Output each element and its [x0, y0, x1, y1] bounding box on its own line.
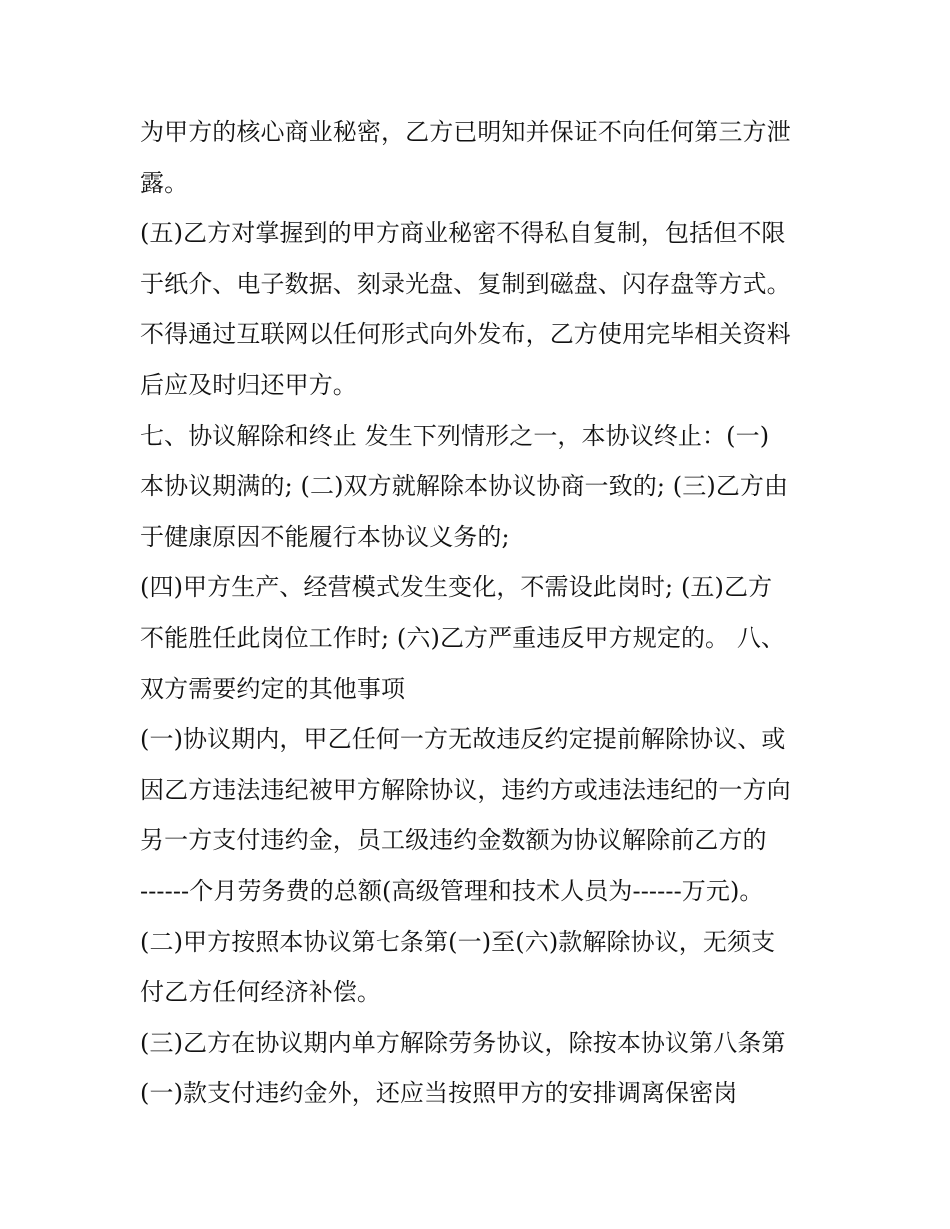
text-line: 七、协议解除和终止 发生下列情形之一，本协议终止：(一)	[140, 421, 770, 450]
text-line: (五)乙方对掌握到的甲方商业秘密不得私自复制，包括但不限	[140, 219, 786, 248]
document-body	[140, 107, 830, 1119]
text-line: 不得通过互联网以任何形式向外发布，乙方使用完毕相关资料	[140, 320, 791, 349]
text-line: 于纸介、电子数据、刻录光盘、复制到磁盘、闪存盘等方式。	[140, 269, 791, 298]
text-line: (二)甲方按照本协议第七条第(一)至(六)款解除协议，无须支	[140, 927, 776, 956]
text-line: 为甲方的核心商业秘密，乙方已明知并保证不向任何第三方泄	[140, 118, 791, 146]
text-line: 露。	[140, 168, 189, 197]
text-line: 于健康原因不能履行本协议义务的;	[140, 522, 510, 551]
text-line: 另一方支付违约金，员工级违约金数额为协议解除前乙方的	[140, 826, 767, 855]
text-line: 不能胜任此岗位工作时; (六)乙方严重违反甲方规定的。 八、	[140, 623, 786, 652]
text-line: ------个月劳务费的总额(高级管理和技术人员为------万元)。	[140, 876, 764, 905]
text-line: 后应及时归还甲方。	[140, 370, 357, 399]
text-line: (一)协议期内，甲乙任何一方无故违反约定提前解除协议、或	[140, 725, 786, 754]
text-line: (三)乙方在协议期内单方解除劳务协议，除按本协议第八条第	[140, 1028, 786, 1057]
text-line: (一)款支付违约金外，还应当按照甲方的安排调离保密岗	[140, 1079, 738, 1108]
text-line: 双方需要约定的其他事项	[140, 674, 406, 703]
text-line: (四)甲方生产、经营模式发生变化，不需设此岗时; (五)乙方	[140, 573, 773, 602]
text-line: 本协议期满的; (二)双方就解除本协议协商一致的; (三)乙方由	[140, 472, 789, 501]
text-line: 因乙方违法违纪被甲方解除协议，违约方或违法违纪的一方向	[140, 775, 791, 804]
text-line: 付乙方任何经济补偿。	[140, 978, 381, 1007]
